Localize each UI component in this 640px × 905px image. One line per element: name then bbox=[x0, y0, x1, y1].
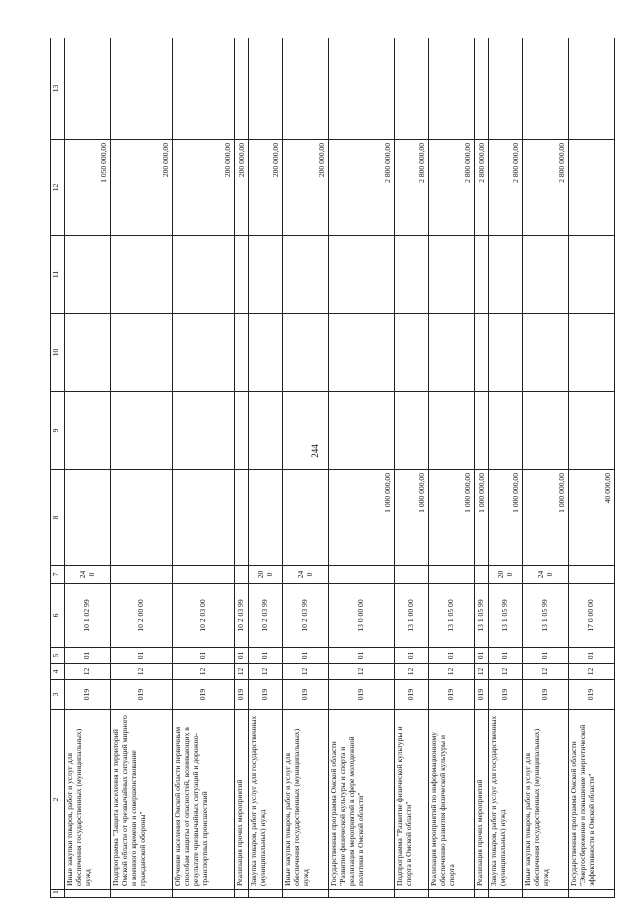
row-code-section: 12 bbox=[65, 664, 111, 680]
table-row bbox=[569, 38, 615, 898]
row-code-subsection: 01 bbox=[329, 648, 395, 664]
row-code-target: 13 0 00 00 bbox=[329, 584, 395, 648]
row-amount-col10 bbox=[235, 314, 249, 392]
col-header: 4 bbox=[51, 664, 65, 680]
row-code-target: 10 2 03 99 bbox=[283, 584, 329, 648]
row-amount-col10 bbox=[569, 314, 615, 392]
row-name: Иные закупки товаров, работ и услуг для обеспечения государственных (муниципальных) нужд bbox=[523, 710, 569, 890]
row-amount-col12: 2 800 000,00 bbox=[523, 140, 569, 236]
row-amount-col8: 1 000 000,00 bbox=[523, 470, 569, 566]
row-amount-col11 bbox=[429, 236, 475, 314]
row-amount-col13 bbox=[523, 38, 569, 140]
row-col1 bbox=[489, 890, 523, 898]
row-code-target: 10 2 00 00 bbox=[111, 584, 173, 648]
row-code-admin: 019 bbox=[173, 680, 235, 710]
row-amount-col13 bbox=[329, 38, 395, 140]
row-code-section: 12 bbox=[429, 664, 475, 680]
row-col1 bbox=[65, 890, 111, 898]
row-code-subsection: 01 bbox=[111, 648, 173, 664]
row-amount-col12: 200 000,00 bbox=[173, 140, 235, 236]
row-code-expense bbox=[429, 566, 475, 584]
table-row bbox=[249, 38, 283, 898]
row-amount-col12: 200 000,00 bbox=[283, 140, 329, 236]
row-code-expense bbox=[475, 566, 489, 584]
row-col1 bbox=[523, 890, 569, 898]
row-amount-col10 bbox=[65, 314, 111, 392]
row-amount-col8 bbox=[65, 470, 111, 566]
row-code-target: 17 0 00 00 bbox=[569, 584, 615, 648]
row-code-section: 12 bbox=[395, 664, 429, 680]
row-amount-col8 bbox=[249, 470, 283, 566]
row-code-admin: 019 bbox=[111, 680, 173, 710]
row-code-subsection: 01 bbox=[489, 648, 523, 664]
col-header: 8 bbox=[51, 470, 65, 566]
row-code-expense: 200 bbox=[249, 566, 283, 584]
row-name: Подпрограмма "Развитие физической культуры и спорта в Омской области" bbox=[395, 710, 429, 890]
row-code-expense: 200 bbox=[489, 566, 523, 584]
row-amount-col11 bbox=[329, 236, 395, 314]
row-code-target: 13 1 05 99 bbox=[475, 584, 489, 648]
row-code-admin: 019 bbox=[235, 680, 249, 710]
row-code-section: 12 bbox=[489, 664, 523, 680]
rotated-table-frame bbox=[50, 38, 622, 898]
budget-table bbox=[50, 38, 615, 898]
row-amount-col12: 200 000,00 bbox=[235, 140, 249, 236]
row-code-expense bbox=[173, 566, 235, 584]
row-amount-col8 bbox=[283, 470, 329, 566]
row-code-section: 12 bbox=[235, 664, 249, 680]
row-code-target: 13 1 05 99 bbox=[523, 584, 569, 648]
table-row bbox=[329, 38, 395, 898]
col-header: 1 bbox=[51, 890, 65, 898]
row-amount-col9 bbox=[283, 392, 329, 470]
row-code-admin: 019 bbox=[523, 680, 569, 710]
row-amount-col13 bbox=[395, 38, 429, 140]
row-amount-col9 bbox=[65, 392, 111, 470]
row-name: Государственная программа Омской области "Развитие физической культуры и спорта и реализация мероприятий в сфере молодежной политики в Омской области" bbox=[329, 710, 395, 890]
row-amount-col13 bbox=[235, 38, 249, 140]
row-code-admin: 019 bbox=[65, 680, 111, 710]
row-code-section: 12 bbox=[249, 664, 283, 680]
row-code-target: 10 2 03 00 bbox=[173, 584, 235, 648]
row-code-admin: 019 bbox=[395, 680, 429, 710]
column-number-row bbox=[51, 38, 65, 898]
row-amount-col12: 2 800 000,00 bbox=[475, 140, 489, 236]
row-code-target: 10 1 02 99 bbox=[65, 584, 111, 648]
row-amount-col9 bbox=[569, 392, 615, 470]
row-code-target: 10 2 03 99 bbox=[235, 584, 249, 648]
row-amount-col10 bbox=[173, 314, 235, 392]
table-row bbox=[395, 38, 429, 898]
row-code-expense bbox=[569, 566, 615, 584]
row-amount-col11 bbox=[173, 236, 235, 314]
row-name: Реализация прочих мероприятий bbox=[235, 710, 249, 890]
row-amount-col11 bbox=[523, 236, 569, 314]
row-code-section: 12 bbox=[283, 664, 329, 680]
row-code-target: 13 1 00 00 bbox=[395, 584, 429, 648]
row-code-subsection: 01 bbox=[569, 648, 615, 664]
row-amount-col10 bbox=[249, 314, 283, 392]
table-row bbox=[235, 38, 249, 898]
col-header: 9 bbox=[51, 392, 65, 470]
row-amount-col11 bbox=[489, 236, 523, 314]
row-amount-col10 bbox=[111, 314, 173, 392]
row-code-expense: 240 bbox=[283, 566, 329, 584]
col-header: 13 bbox=[51, 38, 65, 140]
row-code-admin: 019 bbox=[489, 680, 523, 710]
row-code-subsection: 01 bbox=[65, 648, 111, 664]
row-code-subsection: 01 bbox=[523, 648, 569, 664]
row-amount-col10 bbox=[329, 314, 395, 392]
row-col1 bbox=[475, 890, 489, 898]
row-code-section: 12 bbox=[329, 664, 395, 680]
row-amount-col12: 2 800 000,00 bbox=[429, 140, 475, 236]
row-code-admin: 019 bbox=[569, 680, 615, 710]
row-code-subsection: 01 bbox=[283, 648, 329, 664]
row-amount-col8: 1 000 000,00 bbox=[475, 470, 489, 566]
table-row bbox=[489, 38, 523, 898]
row-code-subsection: 01 bbox=[249, 648, 283, 664]
row-amount-col11 bbox=[235, 236, 249, 314]
row-code-expense bbox=[395, 566, 429, 584]
row-amount-col13 bbox=[283, 38, 329, 140]
col-header: 10 bbox=[51, 314, 65, 392]
row-col1 bbox=[329, 890, 395, 898]
row-amount-col11 bbox=[569, 236, 615, 314]
row-amount-col10 bbox=[429, 314, 475, 392]
row-code-section: 12 bbox=[523, 664, 569, 680]
row-amount-col12: 200 000,00 bbox=[249, 140, 283, 236]
row-col1 bbox=[173, 890, 235, 898]
row-code-section: 12 bbox=[173, 664, 235, 680]
col-header: 12 bbox=[51, 140, 65, 236]
row-code-section: 12 bbox=[475, 664, 489, 680]
row-code-admin: 019 bbox=[283, 680, 329, 710]
table-body bbox=[65, 38, 615, 898]
row-amount-col13 bbox=[429, 38, 475, 140]
row-amount-col12: 200 000,00 bbox=[111, 140, 173, 236]
row-name: Реализация мероприятий по информационному обеспечению развития физической культуры и спорта bbox=[429, 710, 475, 890]
col-header: 7 bbox=[51, 566, 65, 584]
row-code-expense bbox=[329, 566, 395, 584]
row-code-admin: 019 bbox=[429, 680, 475, 710]
row-amount-col10 bbox=[475, 314, 489, 392]
row-col1 bbox=[395, 890, 429, 898]
row-code-subsection: 01 bbox=[395, 648, 429, 664]
row-amount-col9 bbox=[523, 392, 569, 470]
row-code-subsection: 01 bbox=[429, 648, 475, 664]
row-code-expense bbox=[111, 566, 173, 584]
row-amount-col12: 2 800 000,00 bbox=[329, 140, 395, 236]
row-amount-col10 bbox=[283, 314, 329, 392]
row-amount-col12: 2 800 000,00 bbox=[395, 140, 429, 236]
row-col1 bbox=[235, 890, 249, 898]
table-row bbox=[523, 38, 569, 898]
row-col1 bbox=[569, 890, 615, 898]
row-amount-col12: 1 050 000,00 bbox=[65, 140, 111, 236]
row-amount-col8: 1 000 000,00 bbox=[489, 470, 523, 566]
row-amount-col13 bbox=[489, 38, 523, 140]
row-amount-col11 bbox=[249, 236, 283, 314]
row-code-target: 10 2 03 99 bbox=[249, 584, 283, 648]
row-amount-col9 bbox=[235, 392, 249, 470]
row-code-section: 12 bbox=[111, 664, 173, 680]
row-amount-col13 bbox=[475, 38, 489, 140]
row-code-section: 12 bbox=[569, 664, 615, 680]
row-col1 bbox=[111, 890, 173, 898]
row-amount-col11 bbox=[111, 236, 173, 314]
row-code-admin: 019 bbox=[329, 680, 395, 710]
row-amount-col11 bbox=[475, 236, 489, 314]
row-code-target: 13 1 05 00 bbox=[429, 584, 475, 648]
row-amount-col9 bbox=[429, 392, 475, 470]
row-col1 bbox=[283, 890, 329, 898]
table-row bbox=[475, 38, 489, 898]
row-amount-col8: 1 000 000,00 bbox=[395, 470, 429, 566]
row-amount-col9 bbox=[489, 392, 523, 470]
table-row bbox=[111, 38, 173, 898]
row-amount-col8: 1 000 000,00 bbox=[329, 470, 395, 566]
row-amount-col8 bbox=[111, 470, 173, 566]
row-amount-col11 bbox=[283, 236, 329, 314]
row-amount-col9 bbox=[173, 392, 235, 470]
row-code-admin: 019 bbox=[475, 680, 489, 710]
row-amount-col10 bbox=[395, 314, 429, 392]
row-amount-col13 bbox=[569, 38, 615, 140]
row-amount-col13 bbox=[249, 38, 283, 140]
table-row bbox=[429, 38, 475, 898]
row-amount-col13 bbox=[173, 38, 235, 140]
row-amount-col10 bbox=[523, 314, 569, 392]
row-amount-col9 bbox=[249, 392, 283, 470]
row-code-subsection: 01 bbox=[173, 648, 235, 664]
row-amount-col9 bbox=[395, 392, 429, 470]
col-header: 6 bbox=[51, 584, 65, 648]
row-code-target: 13 1 05 99 bbox=[489, 584, 523, 648]
row-amount-col13 bbox=[65, 38, 111, 140]
row-code-subsection: 01 bbox=[475, 648, 489, 664]
row-name: Обучение населения Омской области первичным способам защиты от опасностей, возникающих в результате чрезвычайных ситуаций и дорожно-транспортных происшествий bbox=[173, 710, 235, 890]
row-name: Подпрограмма "Защита населения и территорий Омской области от чрезвычайных ситуаций мирного и военного времени и совершенствование гражданской обороны" bbox=[111, 710, 173, 890]
row-amount-col12: 2 800 000,00 bbox=[489, 140, 523, 236]
col-header: 11 bbox=[51, 236, 65, 314]
row-col1 bbox=[429, 890, 475, 898]
col-header: 5 bbox=[51, 648, 65, 664]
row-name: Иные закупки товаров, работ и услуг для обеспечения государственных (муниципальных) нужд bbox=[283, 710, 329, 890]
row-amount-col8 bbox=[235, 470, 249, 566]
row-amount-col8 bbox=[173, 470, 235, 566]
row-name: Закупка товаров, работ и услуг для государственных (муниципальных) нужд bbox=[249, 710, 283, 890]
row-amount-col8: 40 000,00 bbox=[569, 470, 615, 566]
row-code-subsection: 01 bbox=[235, 648, 249, 664]
table-container bbox=[50, 38, 622, 898]
row-name: Закупка товаров, работ и услуг для государственных (муниципальных) нужд bbox=[489, 710, 523, 890]
row-code-expense bbox=[235, 566, 249, 584]
col-header: 3 bbox=[51, 680, 65, 710]
table-row bbox=[283, 38, 329, 898]
row-code-expense: 240 bbox=[65, 566, 111, 584]
row-amount-col12 bbox=[569, 140, 615, 236]
row-name: Реализация прочих мероприятий bbox=[475, 710, 489, 890]
table-row bbox=[65, 38, 111, 898]
row-amount-col10 bbox=[489, 314, 523, 392]
row-amount-col13 bbox=[111, 38, 173, 140]
col-header: 2 bbox=[51, 710, 65, 890]
row-code-expense: 240 bbox=[523, 566, 569, 584]
row-amount-col9 bbox=[111, 392, 173, 470]
row-name: Государственная программа Омской области "Энергосбережение и повышение энергетической эффективности в Омской области" bbox=[569, 710, 615, 890]
row-name: Иные закупки товаров, работ и услуг для обеспечения государственных (муниципальных) нужд bbox=[65, 710, 111, 890]
row-amount-col11 bbox=[395, 236, 429, 314]
row-amount-col9 bbox=[475, 392, 489, 470]
row-code-admin: 019 bbox=[249, 680, 283, 710]
table-row bbox=[173, 38, 235, 898]
row-amount-col9 bbox=[329, 392, 395, 470]
row-col1 bbox=[249, 890, 283, 898]
row-amount-col11 bbox=[65, 236, 111, 314]
row-amount-col8: 1 000 000,00 bbox=[429, 470, 475, 566]
page-number: 244 bbox=[309, 444, 320, 458]
